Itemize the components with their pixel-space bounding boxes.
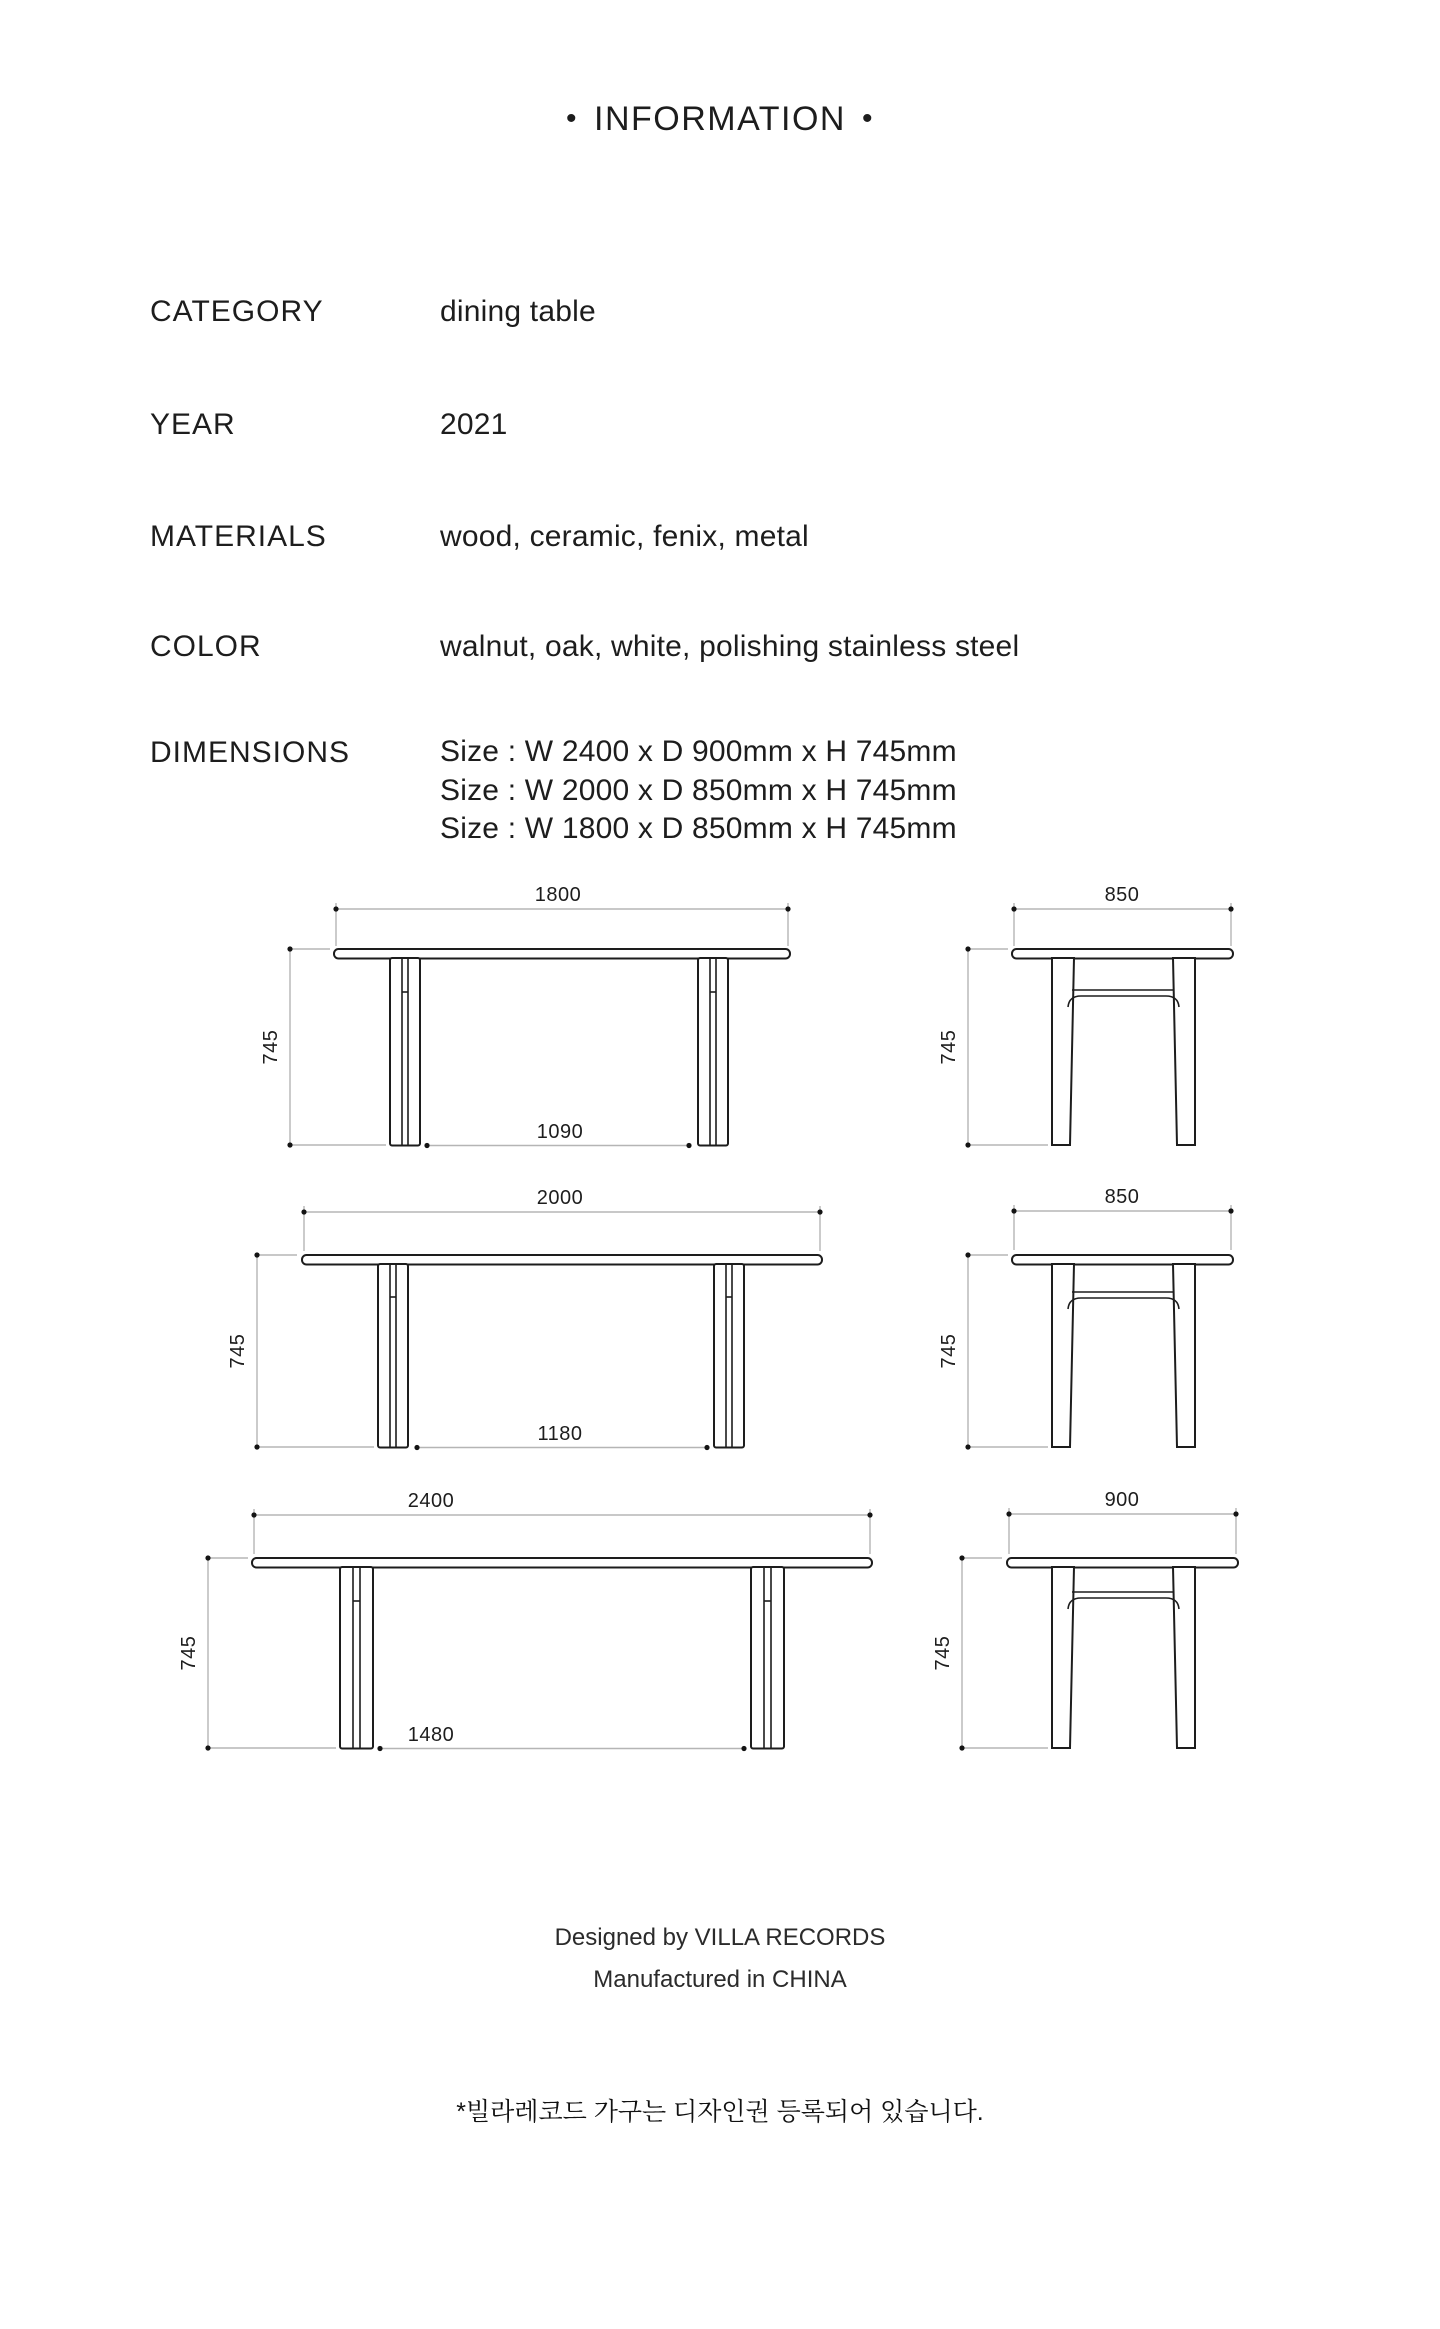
spec-label-year: YEAR <box>150 408 236 441</box>
leg-span-dimension-label: 1090 <box>536 1121 584 1143</box>
drawing-side-d850-b <box>938 1186 1234 1450</box>
footer-designed-by: Designed by VILLA RECORDS <box>554 1924 886 1951</box>
table-leg-left <box>1052 1264 1074 1447</box>
depth-dimension-label: 850 <box>1104 884 1140 906</box>
spec-value-color: walnut, oak, white, polishing stainless steel <box>440 630 1020 663</box>
height-dimension <box>938 946 1048 1147</box>
depth-dimension <box>1006 1489 1238 1554</box>
spec-label-materials: MATERIALS <box>150 520 327 553</box>
tabletop <box>1007 1558 1238 1568</box>
stretcher <box>1068 1592 1179 1609</box>
spec-value-materials: wood, ceramic, fenix, metal <box>440 520 809 553</box>
height-dimension <box>260 946 386 1147</box>
width-dimension-label: 1800 <box>534 884 582 906</box>
height-dimension-label: 745 <box>260 1029 282 1065</box>
width-dimension <box>333 884 790 946</box>
depth-dimension-label: 900 <box>1104 1489 1140 1511</box>
height-dimension-label: 745 <box>938 1333 960 1369</box>
width-dimension <box>301 1187 822 1251</box>
depth-dimension <box>1011 1186 1233 1250</box>
table-leg-right <box>714 1264 744 1448</box>
table-leg-right <box>1173 958 1195 1145</box>
title-text: INFORMATION <box>594 100 846 138</box>
depth-dimension <box>1011 884 1233 946</box>
width-dimension-label: 2000 <box>536 1187 584 1209</box>
height-dimension <box>178 1555 336 1750</box>
spec-value-category: dining table <box>440 295 596 328</box>
table-leg-left <box>378 1264 408 1448</box>
height-dimension <box>227 1252 374 1449</box>
drawing-side-d900 <box>932 1489 1239 1751</box>
width-dimension <box>251 1490 872 1554</box>
leg-span-dimension <box>414 1423 709 1450</box>
tabletop <box>1012 1255 1233 1265</box>
depth-dimension-label: 850 <box>1104 1186 1140 1208</box>
table-leg-right <box>1173 1264 1195 1447</box>
dimension-size-2: Size : W 2000 x D 850mm x H 745mm <box>440 773 957 807</box>
height-dimension-label: 745 <box>227 1333 249 1369</box>
title-bullet-left: • <box>566 102 579 135</box>
leg-span-dimension <box>377 1724 746 1751</box>
table-leg-right <box>1173 1567 1195 1748</box>
leg-span-dimension <box>424 1121 691 1148</box>
stretcher <box>1068 1292 1179 1309</box>
width-dimension-label: 2400 <box>407 1490 455 1512</box>
table-leg-right <box>698 958 728 1146</box>
spec-label-color: COLOR <box>150 630 262 663</box>
table-leg-left <box>340 1567 373 1749</box>
footer-manufactured-in: Manufactured in CHINA <box>593 1966 847 1993</box>
spec-value-year: 2021 <box>440 408 508 441</box>
height-dimension-label: 745 <box>178 1635 200 1671</box>
footer-legal-note: *빌라레코드 가구는 디자인권 등록되어 있습니다. <box>456 2098 984 2126</box>
height-dimension-label: 745 <box>938 1029 960 1065</box>
table-leg-left <box>1052 1567 1074 1748</box>
height-dimension-label: 745 <box>932 1635 954 1671</box>
tabletop <box>1012 949 1233 959</box>
table-leg-right <box>751 1567 784 1749</box>
table-leg-left <box>390 958 420 1146</box>
drawing-front-w2400 <box>178 1490 873 1751</box>
height-dimension <box>938 1252 1048 1449</box>
leg-span-dimension-label: 1480 <box>407 1724 455 1746</box>
height-dimension <box>932 1555 1048 1750</box>
leg-span-dimension-label: 1180 <box>537 1423 583 1445</box>
spec-label-category: CATEGORY <box>150 295 324 328</box>
drawing-front-w2000 <box>227 1187 823 1450</box>
drawing-side-d850-a <box>938 884 1234 1148</box>
dimension-size-1: Size : W 2400 x D 900mm x H 745mm <box>440 735 957 768</box>
spec-label-dimensions: DIMENSIONS <box>150 736 351 769</box>
table-leg-left <box>1052 958 1074 1145</box>
title-bullet-right: • <box>861 102 874 135</box>
dimension-size-3: Size : W 1800 x D 850mm x H 745mm <box>440 812 957 845</box>
drawing-front-w1800 <box>260 884 791 1148</box>
stretcher <box>1068 990 1179 1007</box>
